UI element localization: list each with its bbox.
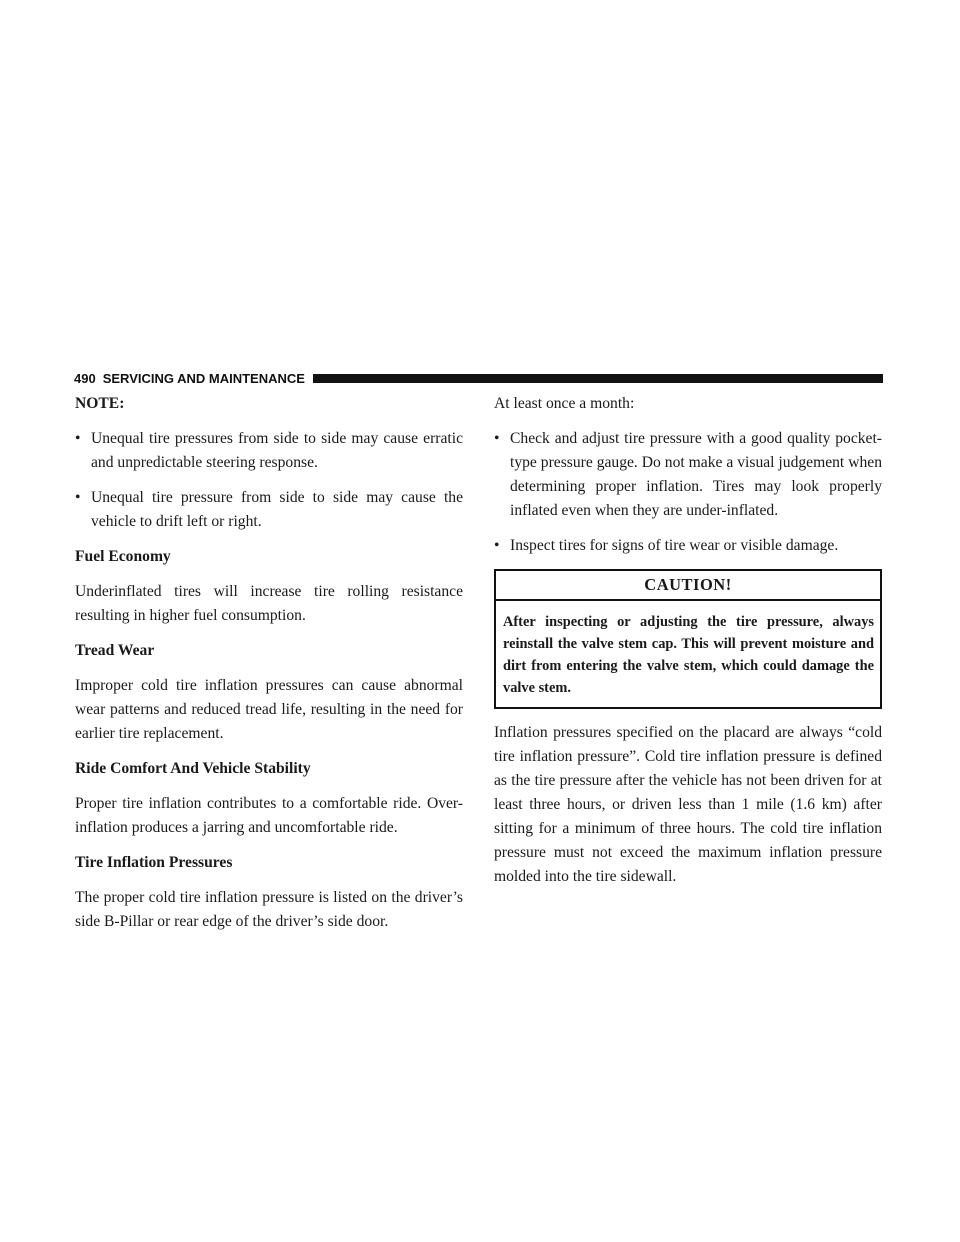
right-column [494, 392, 882, 900]
section-heading-tire-inflation: Tire Inflation Pressures [75, 854, 233, 871]
bullet-text: Check and adjust tire pressure with a good quality pocket-type pressure gauge. Do not make a visual judgement when determining proper inflation. Tires may look properly inflated even when they are under-inflated. [510, 430, 882, 519]
bullet-icon: • [75, 430, 81, 447]
section-text-ride-comfort: Proper tire inflation contributes to a comfortable ride. Over-inflation produces a jarring and uncomfortable ride. [75, 795, 463, 836]
intro-text: At least once a month: [494, 395, 635, 412]
section-title: SERVICING AND MAINTENANCE [102, 370, 305, 386]
left-column [75, 392, 463, 945]
section-heading-tread-wear: Tread Wear [75, 642, 155, 659]
section-text-fuel-economy: Underinflated tires will increase tire rolling resistance resulting in higher fuel consumption. [75, 583, 463, 624]
note-label: NOTE: [75, 395, 125, 412]
section-heading-ride-comfort: Ride Comfort And Vehicle Stability [75, 760, 311, 777]
caution-box [494, 569, 882, 709]
page-number: 490 [74, 370, 96, 386]
closing-paragraph: Inflation pressures specified on the placard are always “cold tire inflation pressure”. Cold tire inflation pressure is defined as the tire pressure after the vehicle has not been driven for at least three hours, or driven less than 1 mile (1.6 km) after sitting for a minimum of three hours. The cold tire inflation pressure must not exceed the maximum inflation pressure molded into the tire sidewall. [494, 724, 882, 885]
bullet-text: Inspect tires for signs of tire wear or visible damage. [510, 537, 839, 554]
list-item [75, 486, 463, 534]
caution-title: CAUTION! [496, 571, 880, 601]
section-heading-fuel-economy: Fuel Economy [75, 548, 171, 565]
list-item [494, 427, 882, 523]
list-item [494, 534, 882, 558]
bullet-icon: • [75, 489, 81, 506]
section-text-tread-wear: Improper cold tire inflation pressures can cause abnormal wear patterns and reduced tread life, resulting in the need for earlier tire replacement. [75, 677, 463, 742]
bullet-icon: • [494, 430, 500, 447]
page-header [74, 370, 883, 386]
bullet-text: Unequal tire pressure from side to side may cause the vehicle to drift left or right. [91, 489, 463, 530]
bullet-text: Unequal tire pressures from side to side may cause erratic and unpredictable steering response. [91, 430, 463, 471]
header-rule [313, 374, 883, 383]
list-item [75, 427, 463, 475]
bullet-icon: • [494, 537, 500, 554]
section-text-tire-inflation: The proper cold tire inflation pressure is listed on the driver’s side B-Pillar or rear edge of the driver’s side door. [75, 889, 463, 930]
caution-text: After inspecting or adjusting the tire pressure, always reinstall the valve stem cap. This will prevent moisture and dirt from entering the valve stem, which could damage the valve stem. [503, 614, 874, 696]
